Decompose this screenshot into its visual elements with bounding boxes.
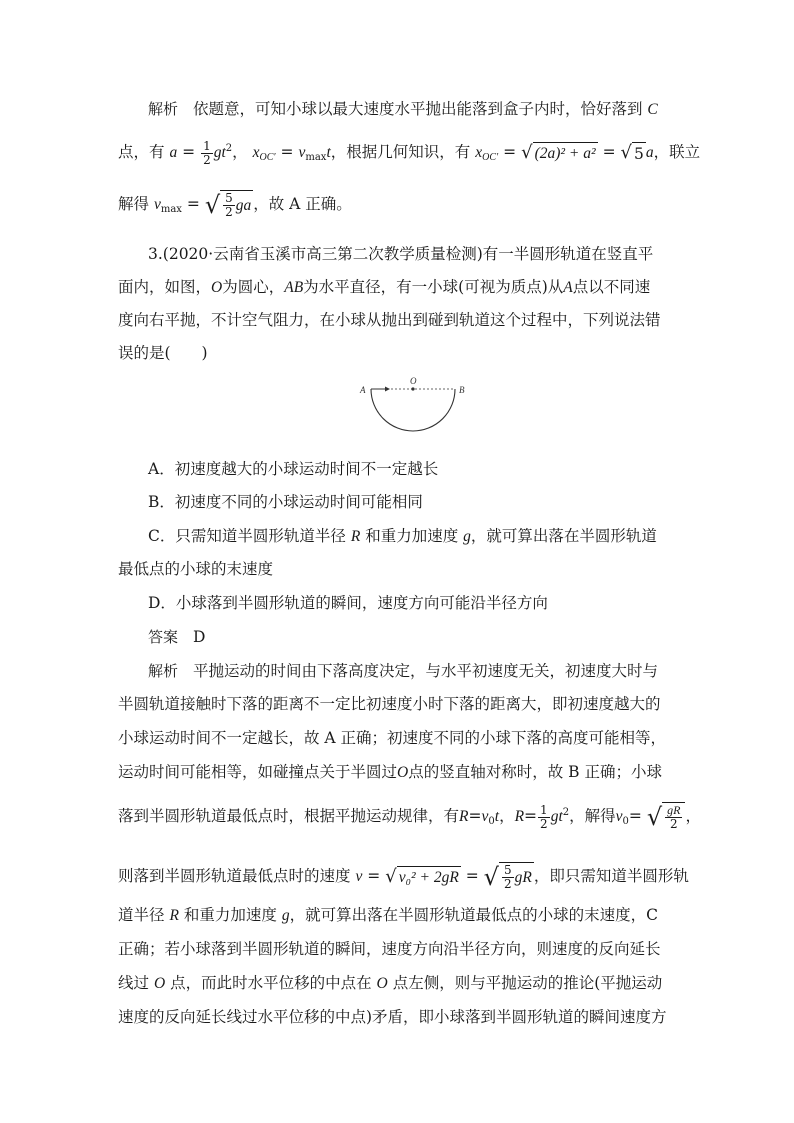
question-line-3: 度向右平抛，不计空气阻力，在小球从抛出到碰到轨道这个过程中，下列说法错	[118, 311, 661, 329]
analysis-line-7: 道半径 R 和重力加速度 g，就可算出落在半圆形轨道最低点的小球的末速度，C	[118, 906, 658, 924]
label-o: O	[410, 376, 417, 386]
arrow-head-icon	[385, 387, 390, 392]
option-d: D．小球落到半圆形轨道的瞬间，速度方向可能沿半径方向	[148, 594, 548, 612]
semicircle-track-figure	[355, 375, 475, 449]
analysis-label: 解析	[148, 100, 179, 118]
analysis-line-6: 则落到半圆形轨道最低点时的速度 v = √ v₀² + 2gR = √ $\frac{5}{2}$ gR ，即只需知道半圆形轨	[118, 863, 689, 891]
semicircle-arc	[371, 389, 455, 431]
sqrt-gr-over-2: √ $\frac{gR}{2}$	[647, 802, 686, 832]
label-a: A	[360, 385, 366, 395]
option-a: A．初速度越大的小球运动时间不一定越长	[148, 460, 439, 478]
intro-analysis-line-2: 点，有 a = $\frac{1}{2}$ $gt^2$， $x_{OC'} = v_{max}t$，根据几何知识，有 $x_{OC'}$ = √ (2a)² + a² = √ 5 a，联立	[118, 138, 701, 167]
answer-value: D	[192, 628, 206, 646]
sqrt-expression: √ (2a)² + a²	[521, 141, 596, 163]
analysis-line-5: 落到半圆形轨道最低点时，根据平抛运动规律，有$R=v_0t$，R= $\frac{1}{2}$ $gt^2$，解得$v_0=$ √ $\frac{gR}{2}$ ，	[118, 802, 701, 831]
question-line-1: 3.(2020·云南省玉溪市高三第二次教学质量检测)有一半圆形轨道在竖直平	[148, 245, 654, 263]
option-c-line-2: 最低点的小球的末速度	[118, 560, 274, 578]
option-b: B．初速度不同的小球运动时间可能相同	[148, 493, 423, 511]
sqrt-five: √ 5	[620, 141, 644, 163]
question-line-4: 误的是( )	[118, 344, 208, 362]
option-c-line-1: C．只需知道半圆形轨道半径 R 和重力加速度 g，就可算出落在半圆形轨道	[148, 527, 657, 545]
analysis-line-8: 正确；若小球落到半圆形轨道的瞬间，速度方向沿半径方向，则速度的反向延长	[118, 940, 661, 958]
sqrt-v0-2gr: √ v₀² + 2gR	[385, 865, 459, 887]
analysis-line-1: 解析 平抛运动的时间由下落高度决定，与水平初速度无关，初速度大时与	[148, 662, 658, 680]
analysis-line-10: 速度的反向延长线过水平位移的中点)矛盾，即小球落到半圆形轨道的瞬间速度方	[118, 1008, 667, 1026]
sqrt-five-halves: √ $\frac{5}{2}$ ga	[204, 191, 252, 219]
question-line-2: 面内，如图，O为圆心，AB为水平直径，有一小球(可视为质点)从A点以不同速	[118, 278, 651, 296]
answer-label: 答案	[148, 628, 179, 646]
intro-analysis-line-1: 解析 依题意，可知小球以最大速度水平抛出能落到盒子内时，恰好落到 C	[148, 100, 658, 118]
sqrt-five-halves-gr: √ $\frac{5}{2}$ gR	[483, 863, 532, 891]
label-b: B	[459, 385, 465, 395]
analysis-line-2: 半圆轨道接触时下落的距离不一定比初速度小时下落的距离大，即初速度越大的	[118, 695, 661, 713]
analysis-line-9: 线过 O 点，而此时水平位移的中点在 O 点左侧，则与平抛运动的推论(平抛运动	[118, 974, 663, 992]
answer-line	[148, 626, 205, 648]
fraction-one-half: $\frac{1}{2}$	[203, 138, 211, 167]
analysis-label-2: 解析	[148, 662, 179, 680]
center-point	[411, 387, 414, 390]
analysis-line-3: 小球运动时间不一定越长，故 A 正确；初速度不同的小球下落的高度可能相等，	[118, 729, 667, 747]
semicircle-diagram	[355, 375, 475, 445]
analysis-line-4: 运动时间可能相等，如碰撞点关于半圆过O点的竖直轴对称时，故 B 正确；小球	[118, 763, 662, 781]
intro-analysis-line-3: 解得 $v_{max}$ = √ $\frac{5}{2}$ ga ，故 A 正确。	[118, 191, 352, 219]
